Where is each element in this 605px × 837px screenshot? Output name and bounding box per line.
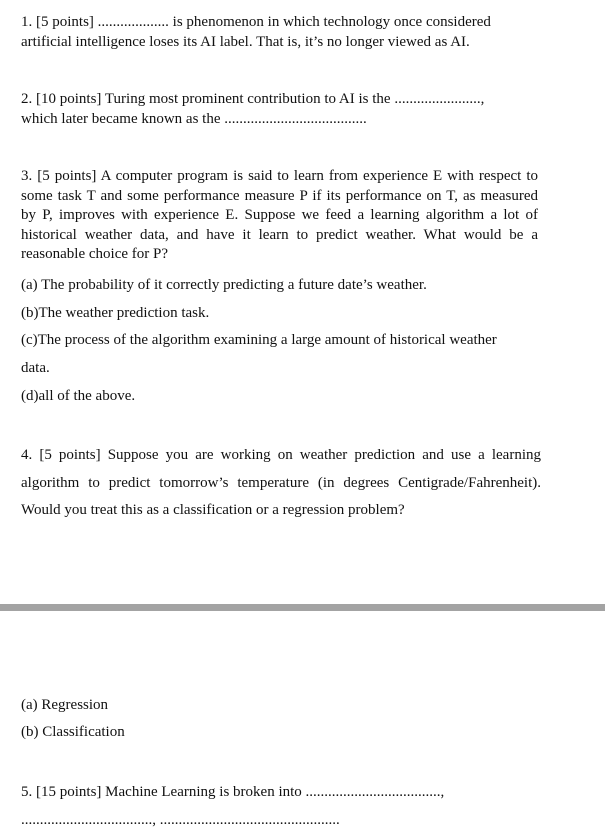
question-4-stem: 4. [5 points] Suppose you are working on weather prediction and use a learning algorithm to predict tomorrow’s temperature (in degrees Centigrade/Fahrenheit). Would you treat this as a classification or a regression problem? <box>21 447 541 518</box>
question-2 <box>21 90 538 129</box>
question-1 <box>21 13 538 52</box>
question-3 <box>21 167 538 265</box>
question-3-option-a: (a) The probability of it correctly predicting a future date’s weather. <box>21 277 427 293</box>
question-1-line-1: 1. [5 points] ................... is phenomenon in which technology once considered <box>21 14 491 30</box>
question-1-line-2: artificial intelligence loses its AI label. That is, it’s no longer viewed as AI. <box>21 33 470 50</box>
question-3-option-c-continued: data. <box>21 360 50 376</box>
question-5 <box>21 779 538 834</box>
question-3-stem: 3. [5 points] A computer program is said to learn from experience E with respect to some task T and some performance measure P if its performance on T, as measured by P, improves with experience E. Suppose we feed a learning algorithm a lot of historical weather data, and have it learn to predict weather. What would be a reasonable choice for P? <box>21 168 538 262</box>
question-3-option-b: (b)The weather prediction task. <box>21 305 210 321</box>
question-5-line-1: 5. [15 points] Machine Learning is broken into ...................................., <box>21 784 445 800</box>
question-4-option-a: (a) Regression <box>21 697 109 713</box>
question-4 <box>21 442 541 525</box>
question-3-option-d: (d)all of the above. <box>21 388 136 404</box>
question-2-line-1: 2. [10 points] Turing most prominent contribution to AI is the ......................., <box>21 91 485 107</box>
question-4-option-b: (b) Classification <box>21 724 125 740</box>
question-2-line-2: which later became known as the ...................................... <box>21 110 367 127</box>
page-separator <box>0 604 605 611</box>
question-5-line-2: ..................................., ................................................ <box>21 811 340 828</box>
question-3-option-c: (c)The process of the algorithm examining a large amount of historical weather <box>21 332 497 348</box>
